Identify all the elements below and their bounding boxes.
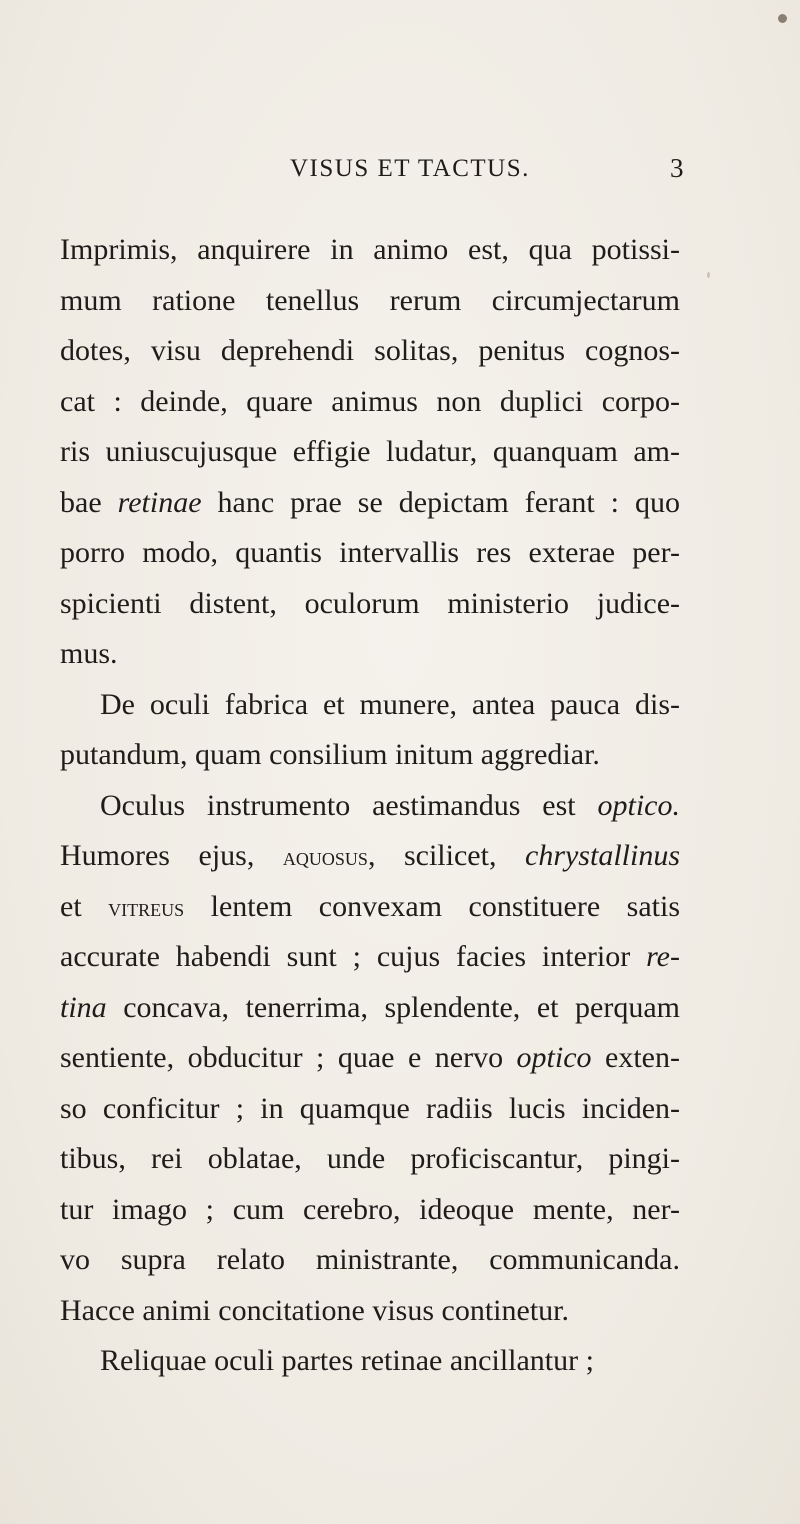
text-line: tibus, rei oblatae, unde proficiscantur, pingi- xyxy=(60,1142,680,1175)
text-run: exten- xyxy=(591,1041,680,1074)
paragraph xyxy=(60,680,680,781)
text-line: spicienti distent, oculorum ministerio judice- xyxy=(60,586,680,620)
paragraph xyxy=(60,1336,680,1387)
text-line: so conficitur ; in quamque radiis lucis inciden- xyxy=(60,1091,680,1125)
text-line xyxy=(60,1033,680,1084)
text-run: sentiente, obducitur ; quae e nervo xyxy=(60,1041,517,1074)
running-head: VISUS ET TACTUS. xyxy=(290,155,530,182)
text-run: hanc prae se depictam ferant : quo xyxy=(201,485,680,519)
page-number: 3 xyxy=(670,153,684,183)
italic-term: chrystallinus xyxy=(525,839,680,872)
text-run: accurate habendi sunt ; cujus facies interior xyxy=(60,940,647,973)
ink-speck xyxy=(707,272,710,278)
text-line: porro modo, quantis intervallis res exterae per- xyxy=(60,536,680,569)
text-line: ris uniuscujusque effigie ludatur, quanquam am- xyxy=(60,435,680,468)
text-line: Hacce animi concitatione visus continetur. xyxy=(60,1293,570,1327)
text-line: Reliquae oculi partes retinae ancillantur ; xyxy=(100,1344,594,1377)
body-text xyxy=(60,225,680,1387)
text-line: De oculi fabrica et munere, antea pauca dis- xyxy=(100,687,680,721)
paragraph xyxy=(60,225,680,680)
page-header xyxy=(0,155,800,195)
text-line: Imprimis, anquirere in animo est, qua potissi- xyxy=(60,233,680,266)
text-run: et xyxy=(60,889,109,923)
text-run: Humores ejus, xyxy=(60,839,283,872)
text-line xyxy=(60,932,680,983)
text-run: lentem convexam constituere satis xyxy=(184,889,680,923)
text-run: , scilicet, xyxy=(367,839,525,872)
text-line xyxy=(60,478,680,529)
italic-term: optico xyxy=(516,1041,592,1074)
italic-term: re- xyxy=(646,940,680,973)
italic-term: optico. xyxy=(597,788,680,822)
text-line xyxy=(60,831,680,882)
text-line: tur imago ; cum cerebro, ideoque mente, ner- xyxy=(60,1192,680,1226)
paragraph xyxy=(60,781,680,1337)
italic-term: tina xyxy=(60,990,107,1024)
italic-term: retinae xyxy=(117,485,202,519)
small-caps-term: vitreus xyxy=(108,891,185,922)
text-run: bae xyxy=(60,485,118,519)
text-run: Oculus instrumento aestimandus est xyxy=(100,788,598,822)
text-line: putandum, quam consilium initum aggrediar. xyxy=(60,738,600,771)
text-line xyxy=(60,781,680,832)
ink-speck xyxy=(778,14,787,23)
text-line xyxy=(60,983,680,1034)
text-line: mum ratione tenellus rerum circumjectarum xyxy=(60,283,680,317)
text-line: vo supra relato ministrante, communicanda. xyxy=(60,1243,680,1276)
text-line xyxy=(60,882,680,933)
text-run: concava, tenerrima, splendente, et perquam xyxy=(106,990,680,1024)
text-line: mus. xyxy=(60,637,118,670)
text-line: cat : deinde, quare animus non duplici corpo- xyxy=(60,384,680,418)
small-caps-term: aquosus xyxy=(282,841,368,871)
text-line: dotes, visu deprehendi solitas, penitus cognos- xyxy=(60,334,680,367)
